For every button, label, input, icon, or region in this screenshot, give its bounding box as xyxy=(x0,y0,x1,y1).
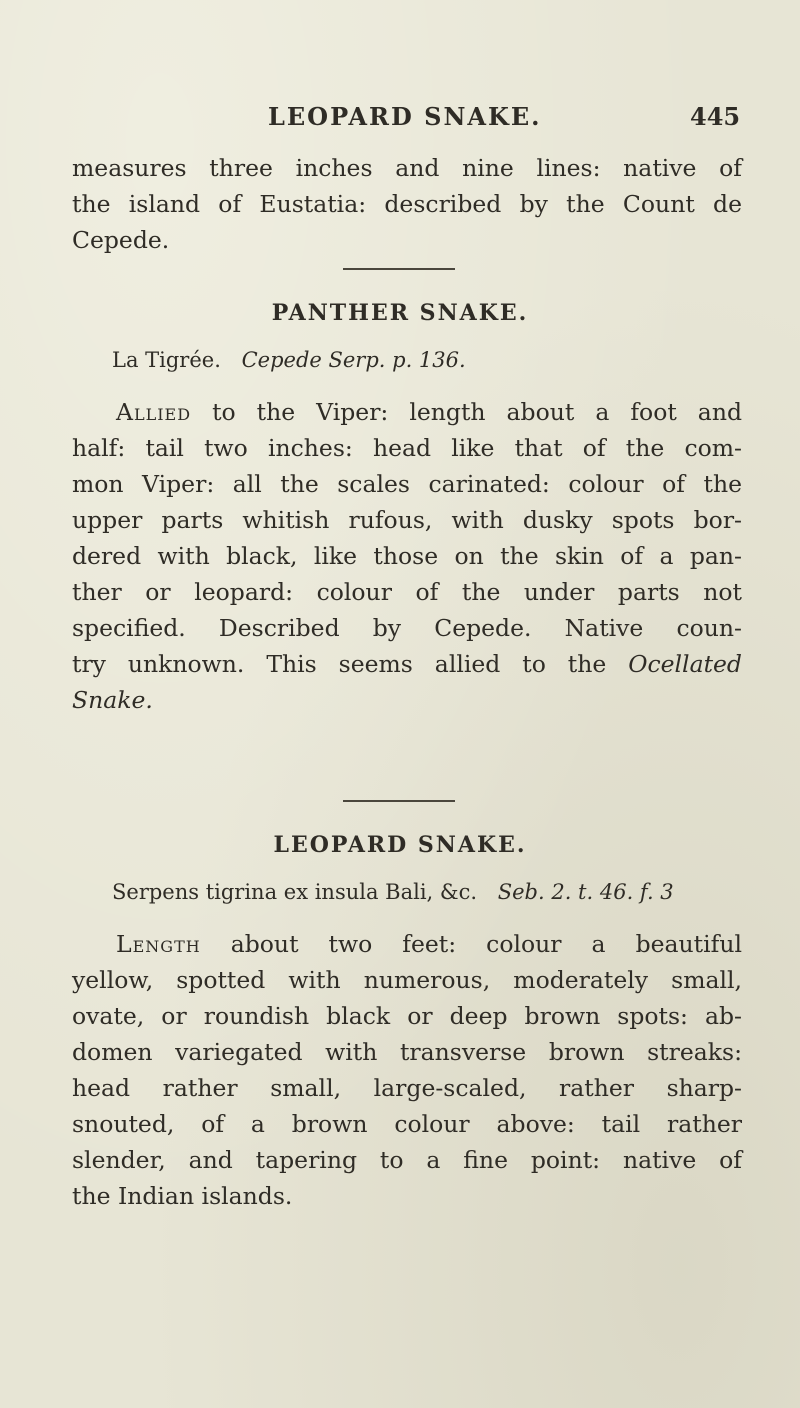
running-title: LEOPARD SNAKE. xyxy=(268,102,542,131)
text-line: the Indian islands. xyxy=(72,1182,293,1210)
section-divider xyxy=(343,268,455,270)
text-line: ther or leopard: colour of the under parts not xyxy=(72,578,742,606)
text-line-rest: to the Viper: length about a foot and xyxy=(212,398,742,426)
text-line: snouted, of a brown colour above: tail rather xyxy=(72,1110,742,1138)
text-line: dered with black, like those on the skin of a pan- xyxy=(72,542,742,570)
text-line xyxy=(72,926,742,962)
text-line-rest: about two feet: colour a beautiful xyxy=(230,930,742,958)
text-line xyxy=(72,646,742,682)
intro-paragraph xyxy=(72,150,742,258)
text-line: yellow, spotted with numerous, moderately small, xyxy=(72,966,742,994)
synonymy-leopard xyxy=(112,880,674,904)
synonymy-reference: Cepede Serp. p. 136. xyxy=(241,348,466,372)
synonymy-name: La Tigrée. xyxy=(112,348,221,372)
section-title-panther: PANTHER SNAKE. xyxy=(271,300,529,326)
lead-word: Length xyxy=(116,930,201,958)
text-line: specified. Described by Cepede. Native coun- xyxy=(72,614,742,642)
text-line: domen variegated with transverse brown streaks: xyxy=(72,1038,742,1066)
italic-term: Ocellated xyxy=(628,650,742,678)
text-line: mon Viper: all the scales carinated: colour of the xyxy=(72,470,742,498)
section-title-leopard: LEOPARD SNAKE. xyxy=(273,832,527,858)
text-line: slender, and tapering to a fine point: native of xyxy=(72,1146,742,1174)
text-line: upper parts whitish rufous, with dusky spots bor- xyxy=(72,506,742,534)
text-line: half: tail two inches: head like that of the com- xyxy=(72,434,742,462)
panther-description xyxy=(72,394,742,718)
synonymy-name: Serpens tigrina ex insula Bali, &c. xyxy=(112,880,478,904)
text-line: measures three inches and nine lines: native of xyxy=(72,154,742,182)
text-line: head rather small, large-scaled, rather sharp- xyxy=(72,1074,742,1102)
text-line: the island of Eustatia: described by the Count de xyxy=(72,190,742,218)
synonymy-panther xyxy=(112,348,466,372)
text-line-main: try unknown. This seems allied to the xyxy=(72,650,607,678)
text-line: Cepede. xyxy=(72,226,170,254)
section-divider xyxy=(343,800,455,802)
text-line: ovate, or roundish black or deep brown spots: ab- xyxy=(72,1002,742,1030)
leopard-description xyxy=(72,926,742,1214)
running-head xyxy=(0,102,800,138)
lead-word: Allied xyxy=(116,398,192,426)
page-number: 445 xyxy=(690,102,741,131)
synonymy-reference: Seb. 2. t. 46. f. 3 xyxy=(497,880,674,904)
text-line: Snake. xyxy=(72,686,153,714)
text-line xyxy=(72,394,742,430)
